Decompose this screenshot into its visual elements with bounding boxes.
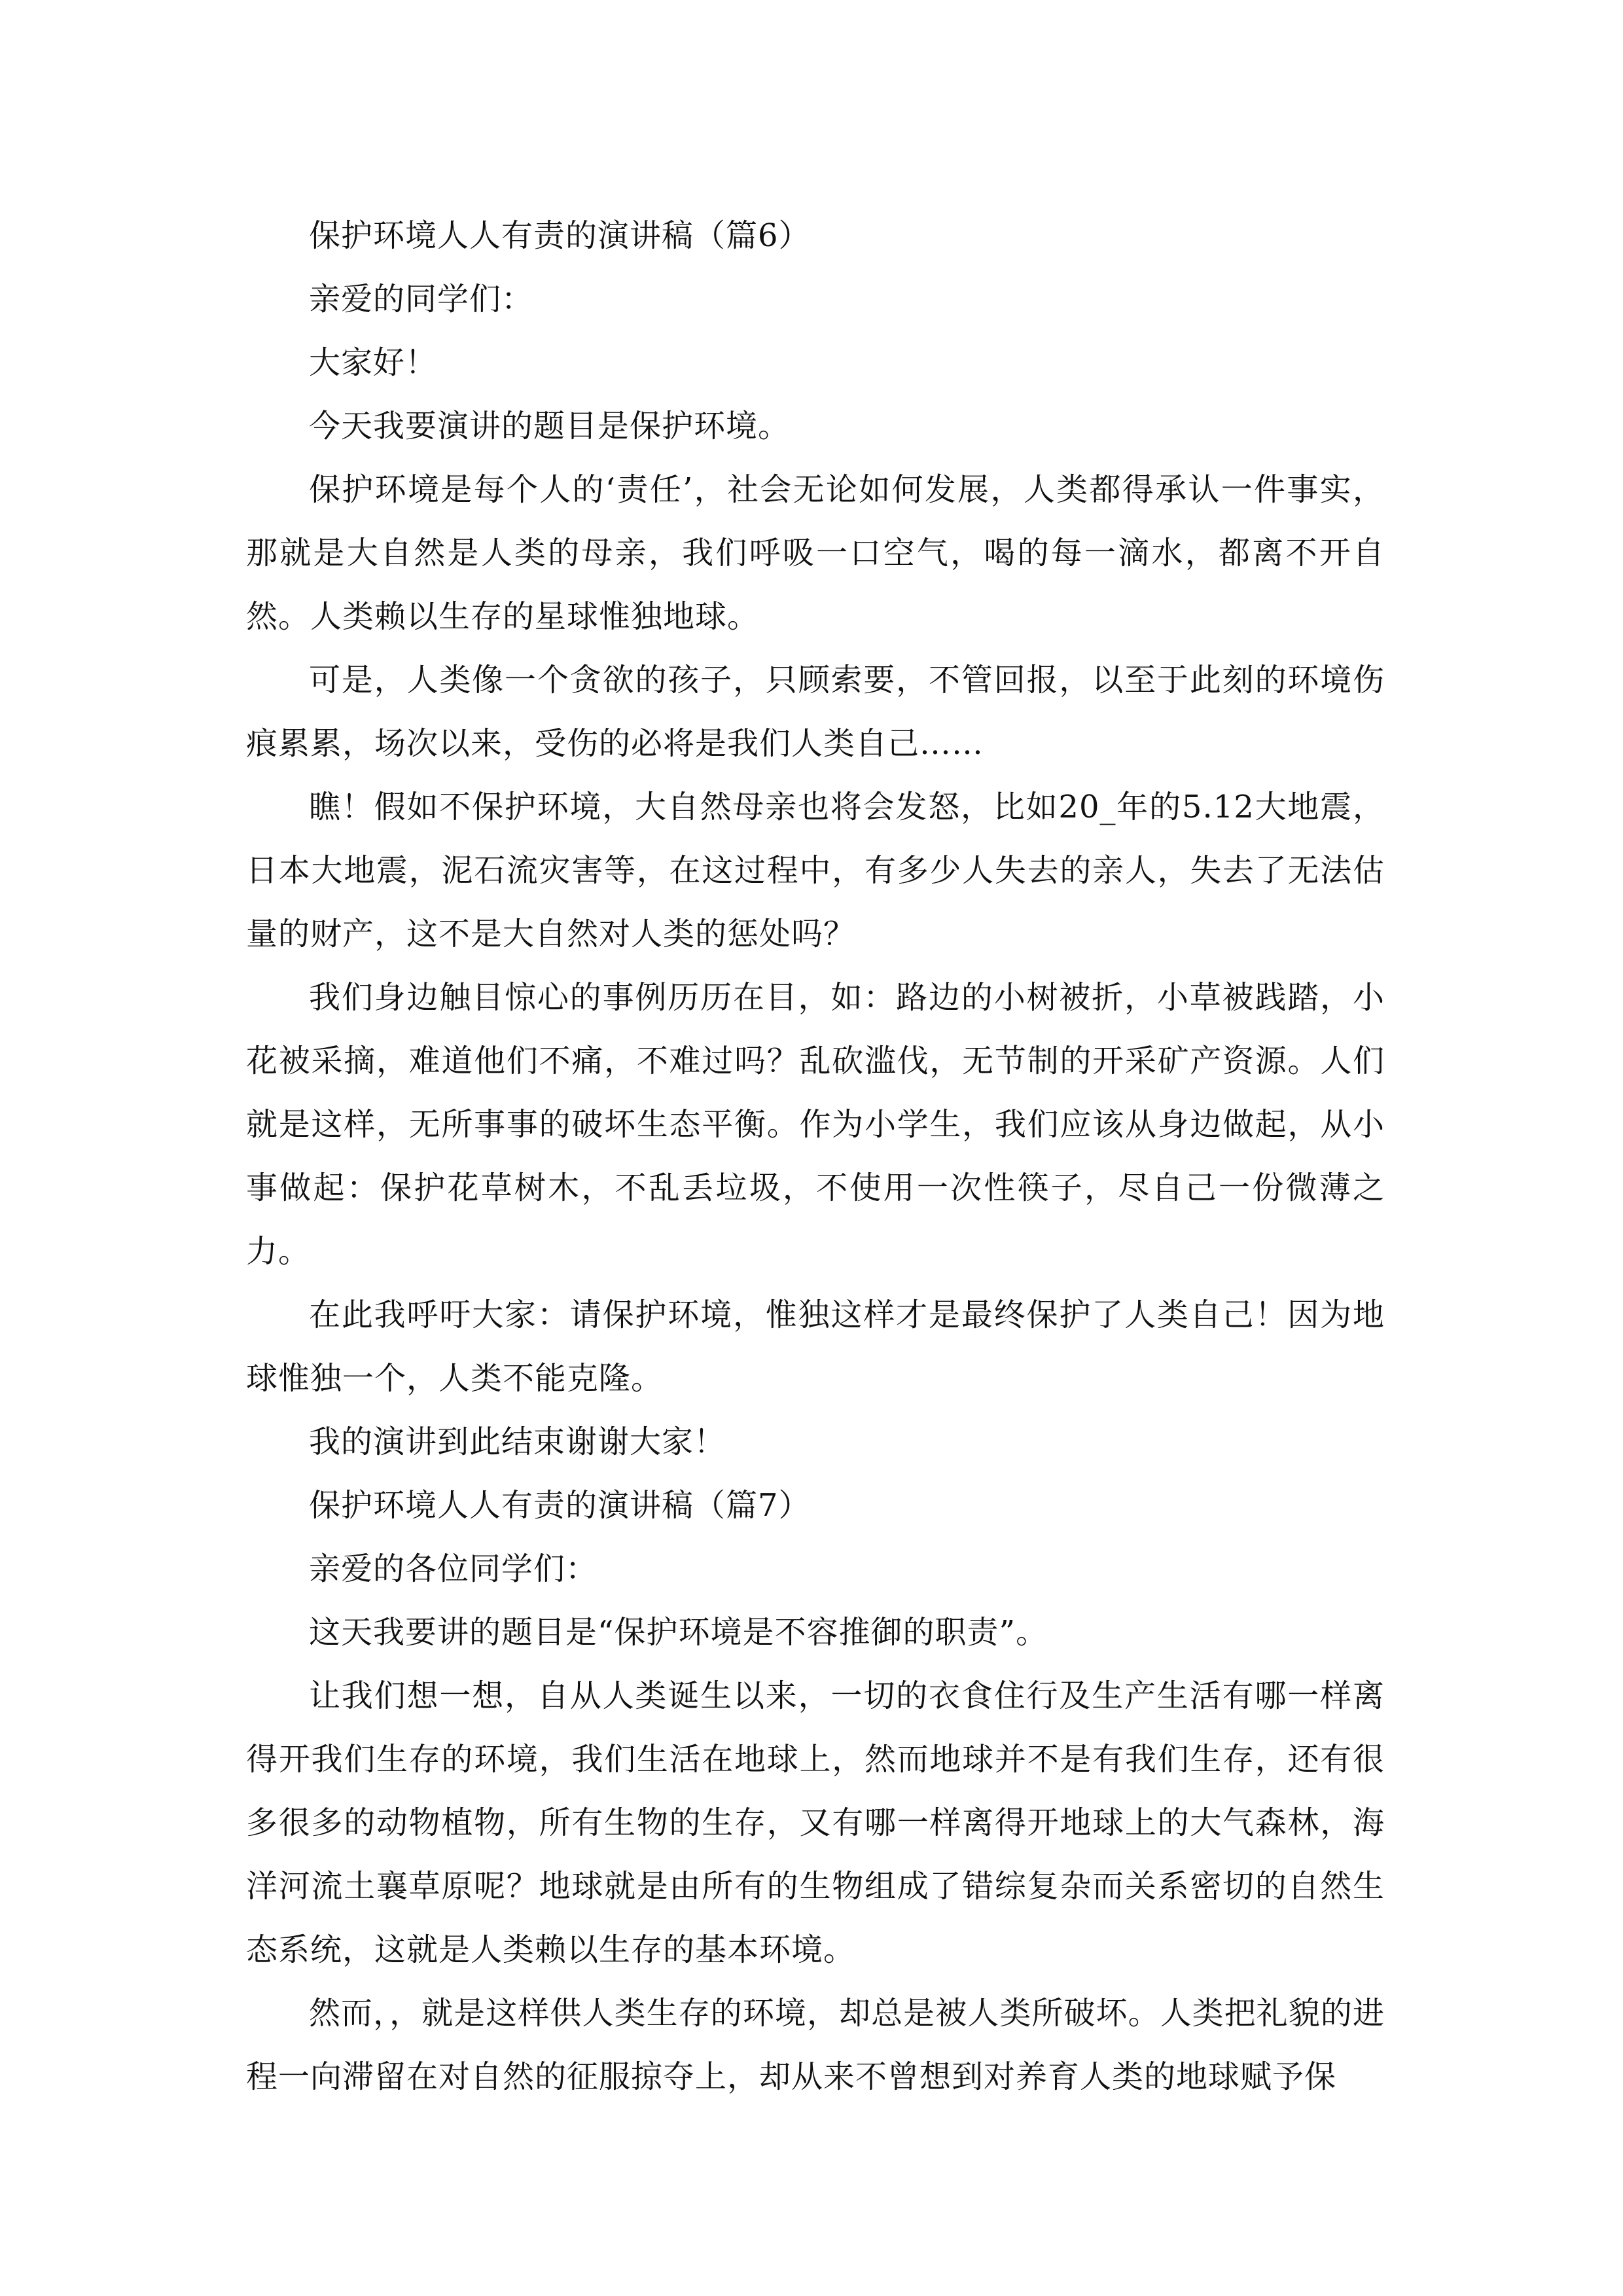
body-paragraph: 瞧！假如不保护环境，大自然母亲也将会发怒，比如20_年的5.12大地震，日本大地震，泥石流灾害等，在这过程中，有多少人失去的亲人，失去了无法估量的财产，这不是大自然对人类的惩处吗？ — [246, 789, 1385, 952]
salutation: 亲爱的同学们： — [309, 281, 534, 317]
heading-speech-6: 保护环境人人有责的演讲稿（篇6） — [309, 217, 811, 254]
body-paragraph: 让我们想一想，自从人类诞生以来，一切的衣食住行及生产生活有哪一样离得开我们生存的环境，我们生活在地球上，然而地球并不是有我们生存，还有很多很多的动物植物，所有生物的生存，又有哪一样离得开地球上的大气森林，海洋河流土襄草原呢？地球就是由所有的生物组成了错综复杂而关系密切的自然生态系统，这就是人类赖以生存的基本环境。 — [246, 1677, 1385, 1968]
topic-line: 这天我要讲的题目是“保护环境是不容推御的职责”。 — [309, 1614, 1048, 1651]
body-paragraph: 保护环境是每个人的‘责任’，社会无论如何发展，人类都得承认一件事实，那就是大自然是人类的母亲，我们呼吸一口空气，喝的每一滴水，都离不开自然。人类赖以生存的星球惟独地球。 — [246, 471, 1385, 635]
salutation: 亲爱的各位同学们： — [309, 1551, 598, 1587]
closing-line: 我的演讲到此结束谢谢大家！ — [309, 1424, 726, 1460]
body-paragraph: 然而，，就是这样供人类生存的环境，却总是被人类所破坏。人类把礼貌的进程一向滞留在对自然的征服掠夺上，却从来不曾想到对养育人类的地球赋予保 — [246, 1995, 1385, 2095]
topic-line: 今天我要演讲的题目是保护环境。 — [309, 408, 791, 444]
body-paragraph: 我们身边触目惊心的事例历历在目，如：路边的小树被折，小草被践踏，小花被采摘，难道他们不痛，不难过吗？乱砍滥伐，无节制的开采矿产资源。人们就是这样，无所事事的破坏生态平衡。作为小学生，我们应该从身边做起，从小事做起：保护花草树木，不乱丢垃圾，不使用一次性筷子，尽自己一份微薄之力。 — [246, 979, 1385, 1270]
document-body — [246, 204, 1385, 2109]
heading-speech-7: 保护环境人人有责的演讲稿（篇7） — [309, 1487, 811, 1524]
body-paragraph: 可是，人类像一个贪欲的孩子，只顾索要，不管回报，以至于此刻的环境伤痕累累，场次以来，受伤的必将是我们人类自己…… — [246, 662, 1385, 762]
greeting: 大家好！ — [309, 344, 438, 381]
body-paragraph: 在此我呼吁大家：请保护环境，惟独这样才是最终保护了人类自己！因为地球惟独一个，人类不能克隆。 — [246, 1297, 1385, 1397]
